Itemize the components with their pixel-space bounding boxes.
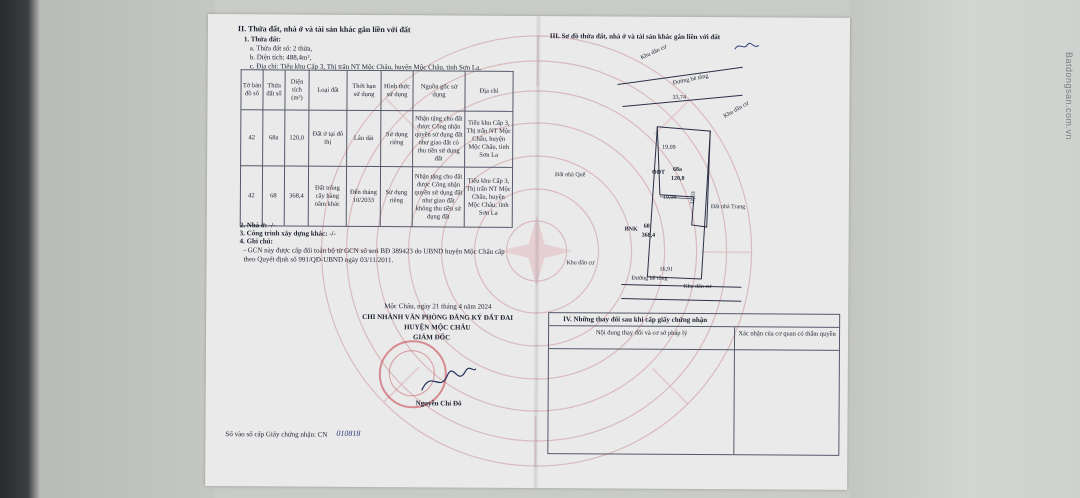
changes-column-confirmation (734, 327, 839, 455)
parcel-68-area: 368,4 (641, 232, 656, 239)
map-label-dim-68a-top: 19,09 (662, 144, 676, 151)
agency-line-2: HUYỆN MỘC CHÂU (404, 323, 471, 332)
signer-role: GIÁM ĐỐC (413, 333, 451, 342)
table-cell: Tiểu khu Cấp 3, Thị trấn NT Mộc Châu, huyện Mộc Châu, tỉnh Sơn La (465, 111, 513, 167)
table-header-cell: Địa chỉ (465, 71, 513, 111)
background-right (850, 0, 1080, 498)
table-cell: Đến tháng 10/2033 (346, 166, 380, 226)
changes-column-header: Xác nhận của cơ quan có thẩm quyền (735, 327, 839, 351)
table-cell: Đất trồng cây hàng năm khác (308, 166, 346, 226)
table-cell: 42 (240, 166, 262, 226)
changes-column-header: Nội dung thay đổi và cơ sở pháp lý (549, 326, 734, 350)
parcel-68-number: 68 (643, 223, 650, 230)
table-header-cell: Thửa đất số (263, 70, 285, 110)
watermark-text: Batdongsan.com.vn (1064, 52, 1074, 141)
map-label-road-top: Đường bê tông (672, 73, 709, 87)
construction-line: 3. Công trình xây dựng khác: -/- (239, 229, 336, 238)
table-cell: 42 (241, 110, 263, 166)
table-cell: 120,0 (285, 110, 309, 166)
table-cell: Đất ở tại đô thị (309, 110, 347, 166)
parcel-68a-number: 68a (673, 166, 683, 173)
map-label-dim-top: 33,74 (672, 94, 687, 101)
land-line-a: a. Thửa đất số: 2 thửa, (249, 44, 313, 53)
parcel-68a-area: 120,0 (670, 175, 685, 182)
table-header-cell: Thời hạn sử dụng (347, 70, 381, 110)
background-left (0, 0, 215, 498)
table-cell: Nhận tặng cho đất được Công nhận quyền sử dụng đất như giao đất có thu tiền sử dụng đất (413, 111, 465, 167)
issue-date: Mộc Châu, ngày 21 tháng 4 năm 2024 (384, 302, 492, 311)
map-label-kdc-top-left: Khu dân cư (639, 44, 668, 62)
table-cell: Tiểu khu Cấp 3, Thị trấn NT Mộc Châu, huyện Mộc Châu, tỉnh Sơn La (464, 167, 512, 227)
land-line-b: b. Diện tích: 488,4m², (249, 53, 312, 62)
registry-label: Số vào sổ cấp Giấy chứng nhận: CN (225, 430, 328, 439)
table-header-row (241, 70, 513, 112)
changes-title: IV. Những thay đổi sau khi cấp giấy chứng nhận (549, 313, 839, 328)
signer-name: Nguyễn Chí Đô (415, 399, 462, 408)
signature (418, 360, 478, 398)
table-header-cell: Loại đất (309, 70, 347, 110)
note-line-2: theo Quyết định số 991/QĐ-UBND ngày 03/11/2011. (243, 255, 394, 265)
parcel-68a-code: ODT (652, 169, 666, 176)
table-row (240, 166, 512, 228)
map-label-dim-side: 11,63 (689, 191, 698, 205)
map-label-kdc-bottom-right: Khu dân cư (683, 283, 712, 291)
map-label-house-right: Đất nhà Trang (710, 204, 746, 211)
map-label-road-bottom: Đường bê tông (631, 275, 668, 282)
table-header-cell: Hình thức sử dụng (381, 71, 413, 111)
parcel-68-code: BNK (624, 226, 638, 233)
notes-heading: 4. Ghi chú: (239, 237, 273, 246)
table-cell: Sử dụng riêng (381, 111, 413, 167)
certificate-sheet (205, 14, 850, 490)
map-label-house-left: Đất nhà Quế (555, 172, 586, 179)
table-header-cell: Diện tích (m²) (285, 70, 309, 110)
changes-column-content (548, 326, 735, 454)
house-line: 2. Nhà ở: -/- (239, 221, 276, 230)
table-cell: 68 (262, 166, 284, 226)
table-cell: 68a (263, 110, 285, 166)
table-cell: 368,4 (284, 166, 308, 226)
table-row (241, 110, 513, 168)
table-cell: Sử dụng riêng (380, 167, 412, 227)
land-line-c: c. Địa chỉ: Tiểu khu Cấp 3, Thị trấn NT Mộc Châu, huyện Mộc Châu, tỉnh Sơn La. (249, 62, 482, 72)
registry-number: 010818 (336, 428, 361, 438)
section-2-title: II. Thửa đất, nhà ở và tài sản khác gắn liền với đất (237, 24, 411, 35)
table-header-cell: Tờ bản đồ số (241, 70, 263, 110)
agency-line-1: CHI NHÁNH VĂN PHÒNG ĐĂNG KÝ ĐẤT ĐAI (362, 312, 514, 322)
land-parcel-table (240, 69, 514, 228)
map-label-kdc-bottom-left: Khu dân cư (566, 260, 595, 267)
land-heading: 1. Thửa đất: (243, 35, 281, 44)
table-cell: Lâu dài (347, 110, 381, 166)
map-label-dim-bottom: 16,91 (659, 266, 673, 273)
parcel-diagram (601, 46, 763, 302)
section-3-title: III. Sơ đồ thửa đất, nhà ở và tài sản khác gắn liền với đất (549, 32, 721, 42)
note-line-1: - GCN này được cấp đổi toàn bộ từ GCN số seri BĐ 389423 do UBND huyện Mộc Châu cấp (243, 246, 505, 256)
map-label-kdc-top-right: Khu dân cư (722, 100, 750, 120)
table-cell: Nhận tặng cho đất được Công nhận quyền sử dụng đất như giao đất không thu tiền sử dụng đất (412, 167, 464, 227)
table-header-cell: Nguồn gốc sử dụng (413, 71, 465, 111)
changes-section (547, 312, 840, 456)
map-label-dim-68a-bottom: 19,09 (662, 194, 677, 201)
